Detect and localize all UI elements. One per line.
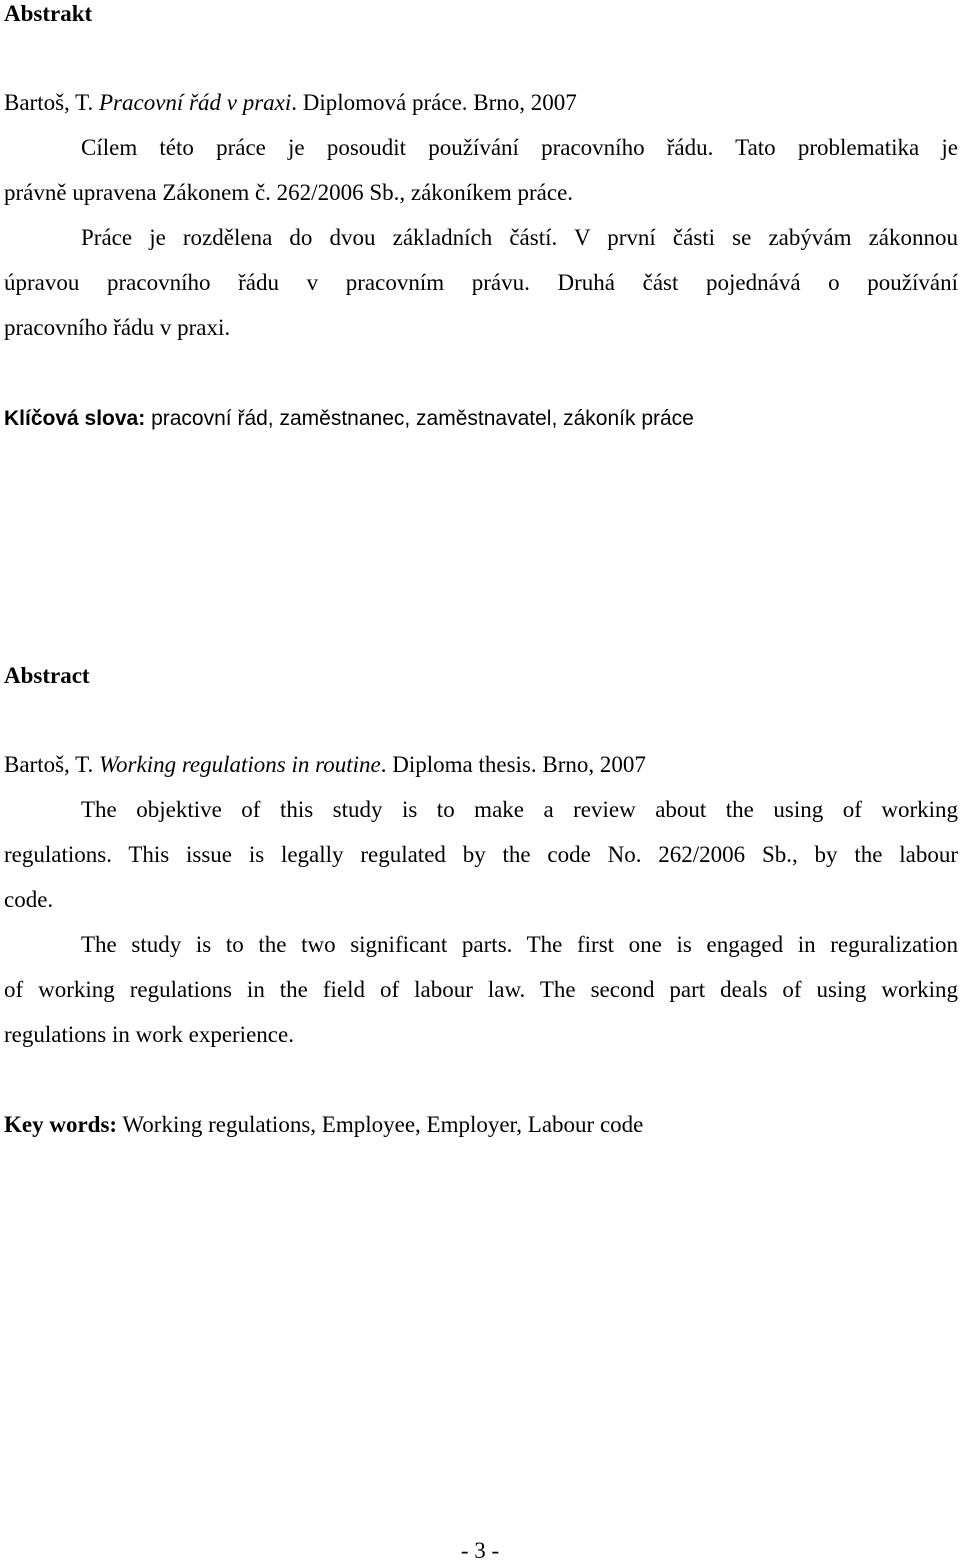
cz-citation-rest: . Diplomová práce. Brno, 2007: [291, 90, 577, 115]
cz-paragraph-2-line-1: Práce je rozdělena do dvou základních částí. V první části se zabývám zákonnou: [81, 225, 958, 250]
en-citation: [4, 751, 958, 779]
page-number: - 3 -: [460, 1538, 500, 1563]
cz-citation-title: Pracovní řád v praxi: [98, 90, 292, 115]
cz-keywords-label: Klíčová slova:: [4, 407, 146, 430]
en-citation-author: Bartoš, T.: [4, 752, 99, 777]
en-paragraph-1-line-2: regulations. This issue is legally regulated by the code No. 262/2006 Sb., by the labour: [4, 842, 958, 867]
abstrakt-heading: Abstrakt: [4, 1, 93, 26]
cz-citation: [4, 89, 958, 117]
cz-paragraph-2-line-2: úpravou pracovního řádu v pracovním právu. Druhá část pojednává o používání: [4, 270, 958, 295]
en-citation-title: Working regulations in routine: [98, 752, 381, 777]
en-paragraph-2-line-3: regulations in work experience.: [4, 1022, 294, 1047]
en-paragraph-2-line-1: The study is to the two significant parts. The first one is engaged in reguralization: [81, 932, 958, 957]
en-keywords-label: Key words:: [4, 1112, 118, 1137]
en-paragraph-2-line-2: of working regulations in the field of labour law. The second part deals of using working: [4, 977, 958, 1002]
cz-paragraph-1-line-2: právně upravena Zákonem č. 262/2006 Sb., zákoníkem práce.: [4, 180, 574, 205]
cz-keywords-text: pracovní řád, zaměstnanec, zaměstnavatel, zákoník práce: [145, 407, 694, 430]
cz-paragraph-1-line-1: Cílem této práce je posoudit používání pracovního řádu. Tato problematika je: [81, 135, 958, 160]
en-citation-rest: . Diploma thesis. Brno, 2007: [380, 752, 646, 777]
en-keywords-text: Working regulations, Employee, Employer, Labour code: [117, 1112, 644, 1137]
abstract-heading: Abstract: [4, 663, 90, 688]
en-paragraph-1-line-1: The objektive of this study is to make a review about the using of working: [81, 797, 958, 822]
en-paragraph-1-line-3: code.: [4, 887, 54, 912]
en-keywords: [4, 1111, 958, 1139]
cz-keywords: [4, 405, 958, 433]
cz-citation-author: Bartoš, T.: [4, 90, 99, 115]
cz-paragraph-2-line-3: pracovního řádu v praxi.: [4, 315, 231, 340]
